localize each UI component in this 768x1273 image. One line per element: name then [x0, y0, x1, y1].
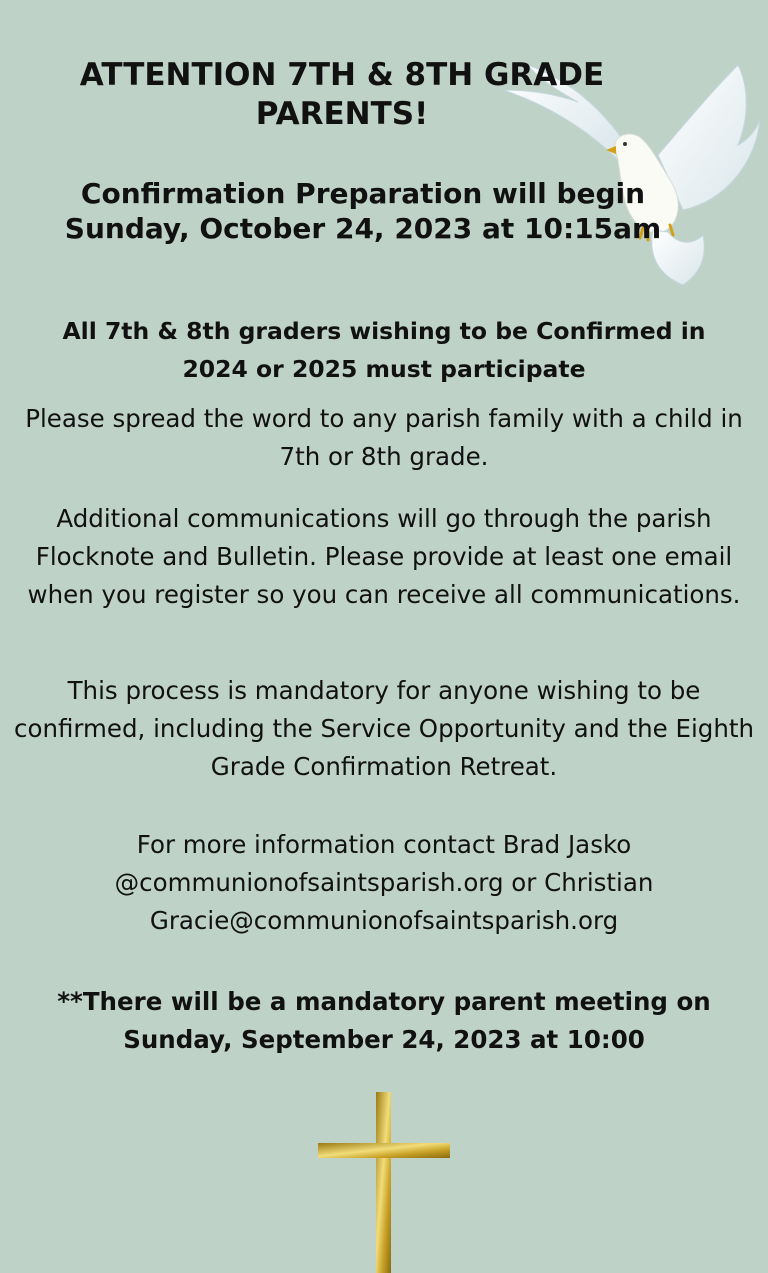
mandatory-process-text: This process is mandatory for anyone wishing to be confirmed, including the Service Opportunity and the Eighth Grade Confirmation Retreat.	[13, 676, 754, 781]
parent-meeting-notice: **There will be a mandatory parent meeting on Sunday, September 24, 2023 at 10:00	[57, 987, 711, 1054]
contact-info: For more information contact Brad Jasko @communionofsaintsparish.org or Christian Gracie@communionofsaintsparish.org	[114, 830, 654, 935]
spread-word-text: Please spread the word to any parish family with a child in 7th or 8th grade.	[25, 404, 743, 471]
flyer-title: ATTENTION 7TH & 8TH GRADE PARENTS!	[79, 57, 605, 132]
communications-text: Additional communications will go through the parish Flocknote and Bulletin. Please provide at least one email when you register so you can receive all communications.	[27, 504, 741, 609]
cross-icon	[318, 1092, 450, 1273]
flyer-subtitle: Confirmation Preparation will begin Sunday, October 24, 2023 at 10:15am	[64, 177, 662, 245]
requirement-text: All 7th & 8th graders wishing to be Confirmed in 2024 or 2025 must participate	[62, 317, 706, 383]
